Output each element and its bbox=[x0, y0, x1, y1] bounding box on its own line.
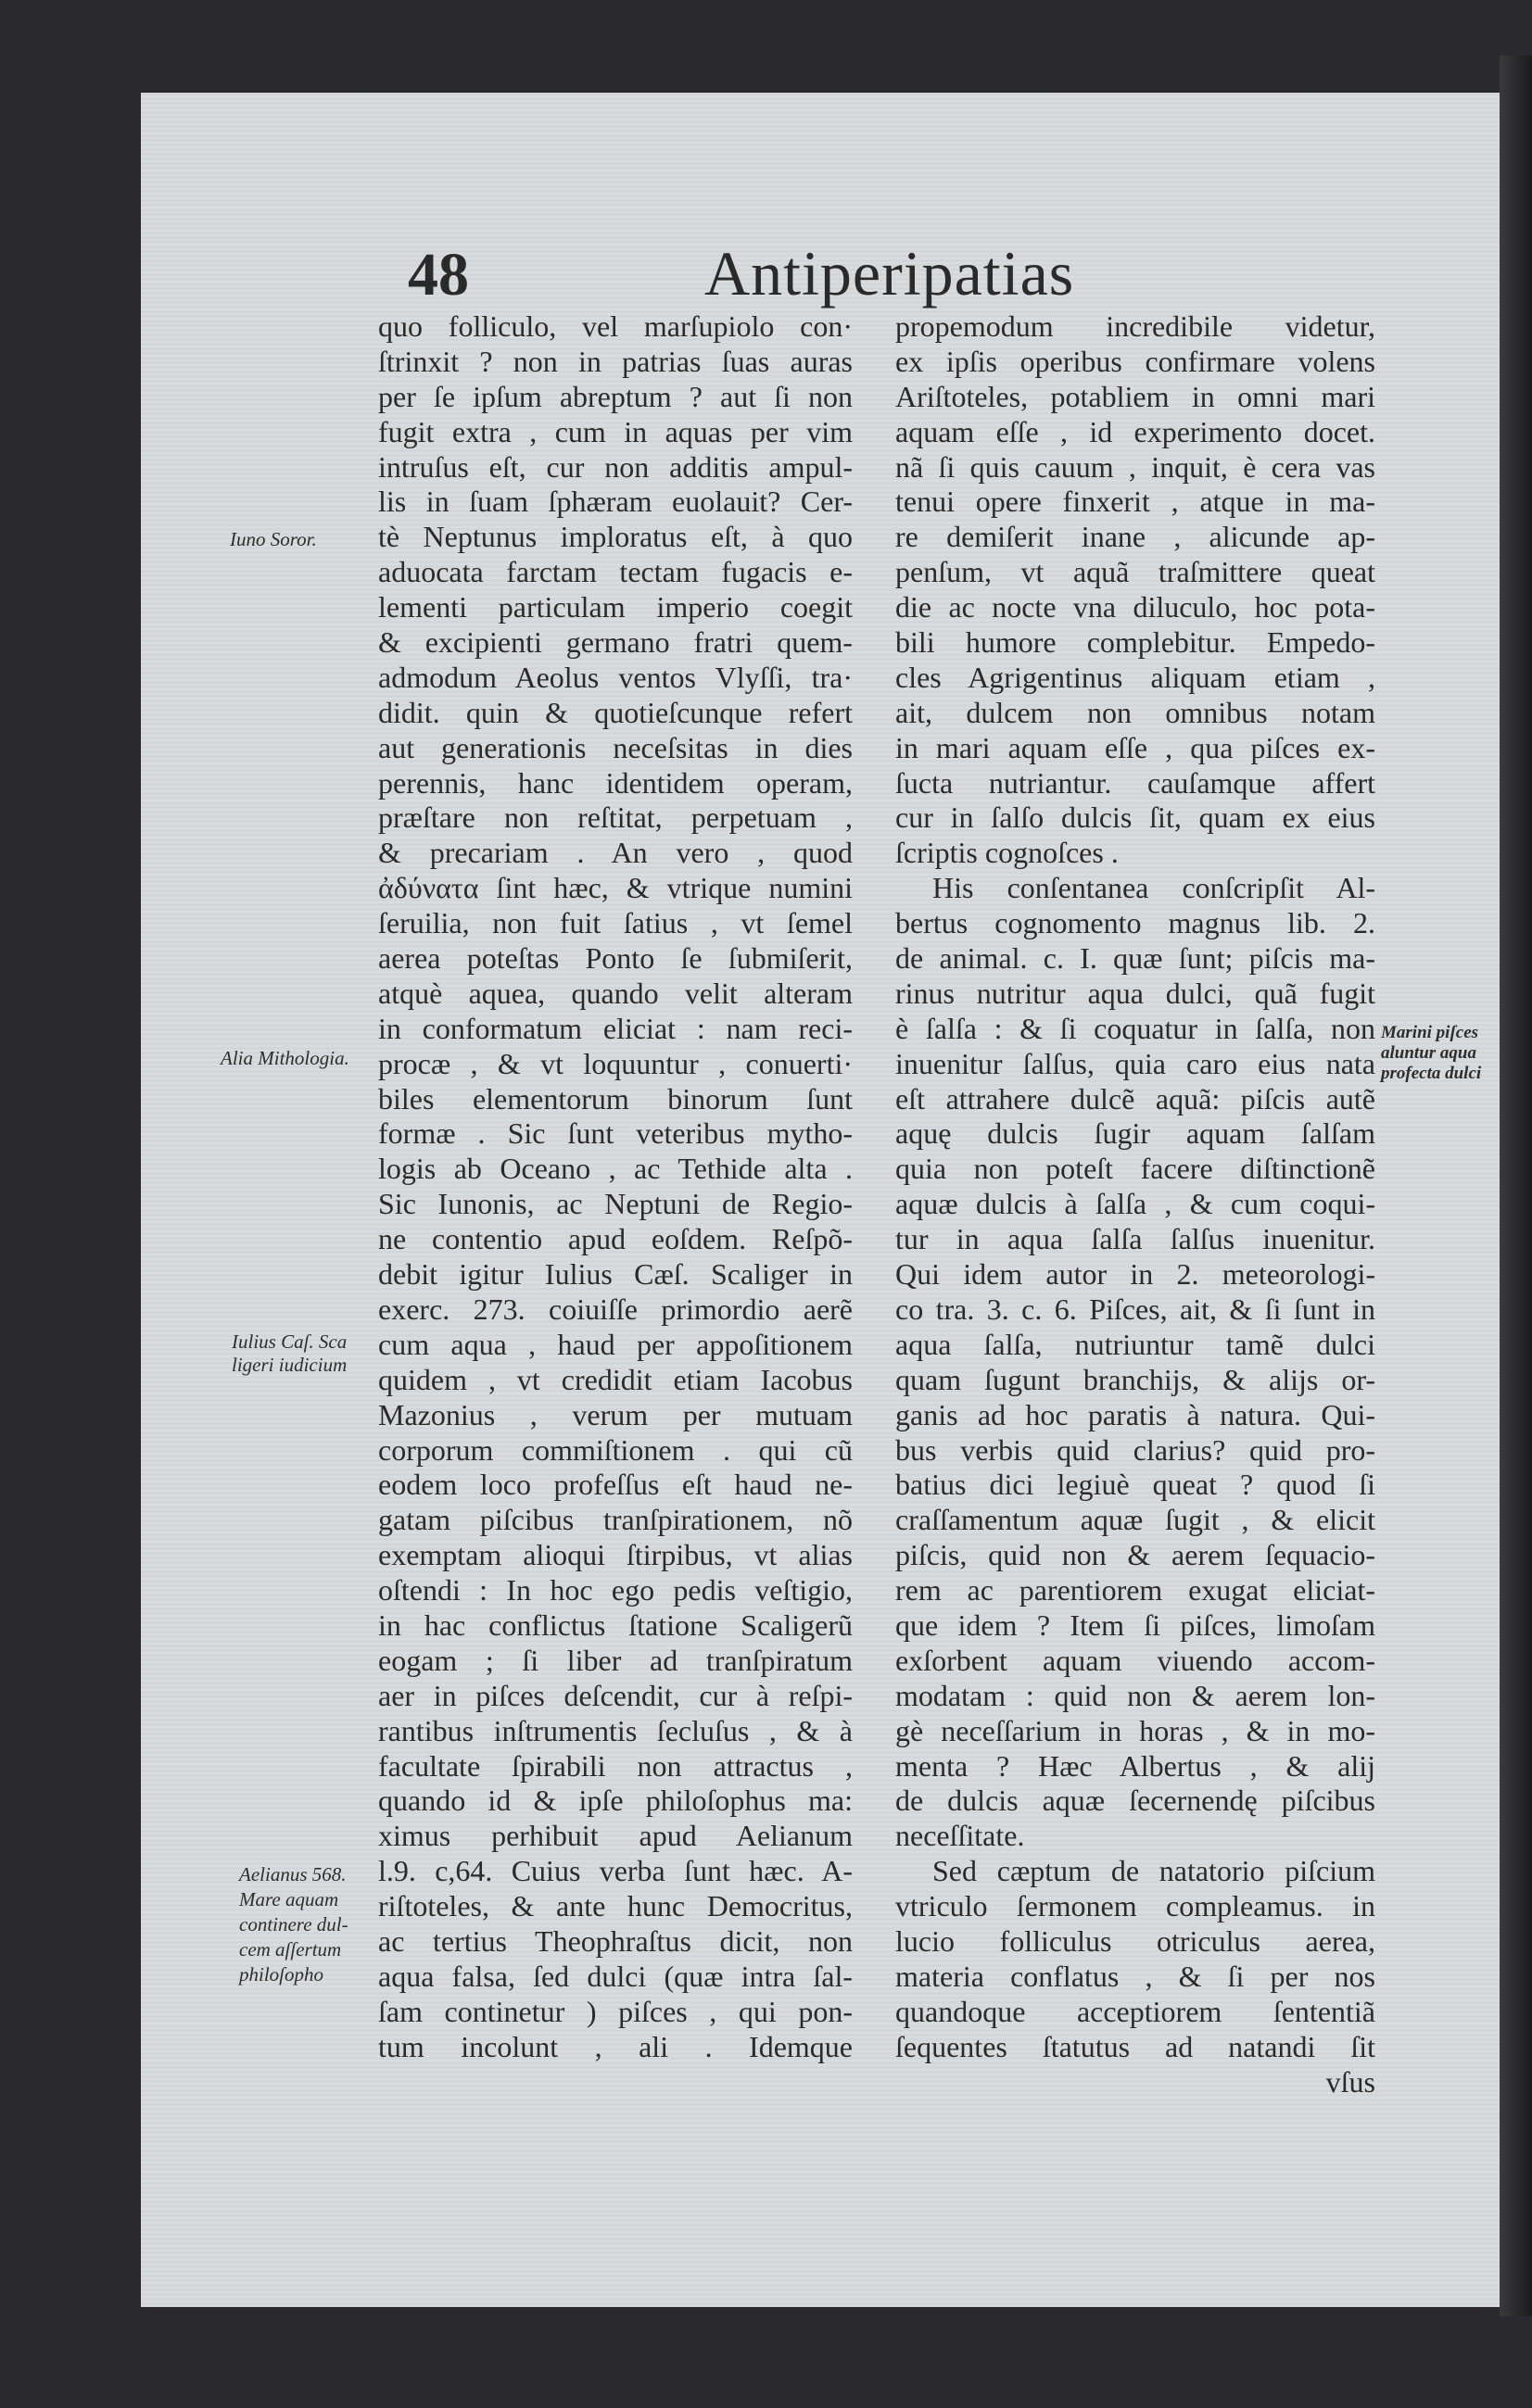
text-line: Qui idem autor in 2. meteorologi- bbox=[895, 1257, 1375, 1292]
text-line: de animal. c. I. quæ ſunt; piſcis ma- bbox=[895, 941, 1375, 976]
text-line: bus verbis quid clarius? quid pro- bbox=[895, 1432, 1375, 1467]
text-line: riſtoteles, & ante hunc Democritus, bbox=[378, 1889, 853, 1923]
text-line: co tra. 3. c. 6. Piſces, ait, & ſi ſunt in bbox=[895, 1292, 1375, 1326]
text-line: quam ſugunt branchijs, & alijs or- bbox=[895, 1362, 1375, 1396]
text-line: perennis, hanc identidem operam, bbox=[378, 765, 853, 800]
text-line: atquè aquea, quando velit alteram bbox=[378, 976, 853, 1010]
text-line: didit. quin & quotieſcunque refert bbox=[378, 695, 853, 729]
text-line: exerc. 273. coiuiſſe primordio aerẽ bbox=[378, 1292, 853, 1326]
text-line: tur in aqua ſalſa ſalſus inuenitur. bbox=[895, 1222, 1375, 1256]
text-line: neceſſitate. bbox=[895, 1819, 1025, 1853]
text-line: per ſe ipſum abreptum ? aut ſi non bbox=[378, 379, 853, 413]
text-line: propemodum incredibile videtur, bbox=[895, 309, 1375, 343]
text-line: è ſalſa : & ſi coquatur in ſalſa, non bbox=[895, 1011, 1375, 1045]
margin-note-scaliger bbox=[232, 1330, 347, 1377]
margin-note-iuno bbox=[230, 528, 317, 551]
running-title: Antiperipatias bbox=[704, 238, 1075, 309]
text-line: Mazonius , verum per mutuam bbox=[378, 1397, 853, 1431]
text-line: die ac nocte vna diluculo, hoc pota- bbox=[895, 590, 1375, 624]
text-line: exſorbent aquam viuendo accom- bbox=[895, 1643, 1375, 1677]
margin-note-line: cem aſſertum bbox=[239, 1938, 342, 1960]
text-line: lis in ſuam ſphæram euolauit? Cer- bbox=[378, 485, 853, 519]
text-line: aerea poteſtas Ponto ſe ſubmiſerit, bbox=[378, 941, 853, 976]
catchword: vſus bbox=[1325, 2064, 1375, 2099]
text-line: corporum commiſtionem . qui cũ bbox=[378, 1432, 853, 1467]
text-line: procæ , & vt loquuntur , conuerti· bbox=[378, 1046, 853, 1080]
text-line: aqua ſalſa, nutriuntur tamẽ dulci bbox=[895, 1327, 1375, 1361]
text-line: ſam continetur ) piſces , qui pon- bbox=[378, 1994, 853, 2028]
text-line: ex ipſis operibus confirmare volens bbox=[895, 344, 1375, 378]
margin-note-line: Aelianus 568. bbox=[239, 1863, 347, 1885]
text-line: cur in ſalſo dulcis ſit, quam ex eius bbox=[895, 801, 1375, 835]
text-line: exemptam alioqui ſtirpibus, vt alias bbox=[378, 1538, 853, 1572]
text-line: bili humore complebitur. Empedo- bbox=[895, 625, 1375, 660]
text-line: & excipienti germano fratri quem- bbox=[378, 625, 853, 660]
text-line: Sed cæptum de natatorio piſcium bbox=[932, 1854, 1375, 1888]
margin-note-line: profecta dulci bbox=[1381, 1064, 1482, 1083]
text-line: facultate ſpirabili non attractus , bbox=[378, 1748, 853, 1783]
margin-note-line: Iuno Soror. bbox=[230, 528, 317, 550]
text-line: gatam piſcibus tranſpirationem, nõ bbox=[378, 1503, 853, 1537]
text-line: ſcriptis cognoſces . bbox=[895, 836, 1119, 870]
text-line: penſum, vt aquã traſmittere queat bbox=[895, 555, 1375, 589]
text-line: debit igitur Iulius Cæſ. Scaliger in bbox=[378, 1257, 853, 1292]
text-line: tum incolunt , ali . Idemque bbox=[378, 2029, 853, 2063]
text-line: nã ſi quis cauum , inquit, è cera vas bbox=[895, 449, 1375, 484]
text-line: aquam eſſe , id experimento docet. bbox=[895, 414, 1375, 448]
text-line: cum aqua , haud per appoſitionem bbox=[378, 1327, 853, 1361]
text-line: menta ? Hæc Albertus , & alij bbox=[895, 1748, 1375, 1783]
text-line: biles elementorum binorum ſunt bbox=[378, 1081, 853, 1116]
margin-note-line: philoſopho bbox=[239, 1963, 324, 1986]
text-line: ἀδύνατα ſint hæc, & vtrique numini bbox=[378, 871, 853, 905]
margin-note-line: Iulius Caſ. Sca bbox=[232, 1330, 348, 1353]
text-line: inuenitur ſalſus, quia caro eius nata bbox=[895, 1046, 1375, 1080]
margin-note-line: ligeri iudicium bbox=[232, 1354, 348, 1376]
text-line: oſtendi : In hoc ego pedis veſtigio, bbox=[378, 1573, 853, 1607]
text-line: tè Neptunus imploratus eſt, à quo bbox=[378, 520, 853, 554]
text-line: præſtare non reſtitat, perpetuam , bbox=[378, 801, 853, 835]
text-line: & precariam . An vero , quod bbox=[378, 836, 853, 870]
text-line: re demiſerit inane , alicunde ap- bbox=[895, 520, 1375, 554]
right-text-column bbox=[895, 309, 1375, 2099]
text-line: ganis ad hoc paratis à natura. Qui- bbox=[895, 1397, 1375, 1431]
text-line: lucio folliculus otriculus aerea, bbox=[895, 1923, 1375, 1958]
text-line: ſucta nutriantur. cauſamque affert bbox=[895, 765, 1375, 800]
text-line: l.9. c,64. Cuius verba ſunt hæc. A- bbox=[378, 1854, 853, 1888]
margin-note-line: Marini piſces bbox=[1381, 1023, 1479, 1042]
margin-note-mythologia bbox=[221, 1047, 349, 1070]
margin-note-line: aluntur aqua bbox=[1381, 1043, 1476, 1063]
text-line: aquę dulcis ſugir aquam ſalſam bbox=[895, 1116, 1375, 1151]
text-line: batius dici legiuè queat ? quod ſi bbox=[895, 1468, 1375, 1502]
text-line: intruſus eſt, cur non additis ampul- bbox=[378, 449, 853, 484]
margin-note-line: continere dul- bbox=[239, 1913, 348, 1935]
text-line: rem ac parentiorem exugat eliciat- bbox=[895, 1573, 1375, 1607]
text-line: quia non poteſt facere diſtinctionẽ bbox=[895, 1152, 1375, 1186]
text-line: eſt attrahere dulcẽ aquã: piſcis autẽ bbox=[895, 1081, 1375, 1116]
text-line: eogam ; ſi liber ad tranſpiratum bbox=[378, 1643, 853, 1677]
text-line: quandoque acceptiorem ſententiã bbox=[895, 1994, 1375, 2028]
text-line: gè neceſſarium in horas , & in mo- bbox=[895, 1713, 1375, 1747]
text-line: aut generationis neceſsitas in dies bbox=[378, 730, 853, 764]
text-line: rantibus inſtrumentis ſecluſus , & à bbox=[378, 1713, 853, 1747]
text-line: in hac conflictus ſtatione Scaligerũ bbox=[378, 1607, 853, 1642]
text-line: aer in piſces deſcendit, cur à reſpi- bbox=[378, 1678, 853, 1712]
text-line: quo folliculo, vel marſupiolo con· bbox=[378, 309, 853, 343]
text-line: bertus cognomento magnus lib. 2. bbox=[895, 906, 1375, 940]
margin-note-line: Mare aquam bbox=[239, 1888, 339, 1910]
margin-note-marini bbox=[1381, 1023, 1481, 1084]
text-line: aduocata farctam tectam fugacis e- bbox=[378, 555, 853, 589]
text-line: vtriculo ſermonem compleamus. in bbox=[895, 1889, 1375, 1923]
page-number: 48 bbox=[408, 241, 469, 309]
text-line: modatam : quid non & aerem lon- bbox=[895, 1678, 1375, 1712]
text-line: tenui opere finxerit , atque in ma- bbox=[895, 485, 1375, 519]
text-line: admodum Aeolus ventos Vlyſſi, tra· bbox=[378, 660, 853, 694]
text-line: quando id & ipſe philoſophus ma: bbox=[378, 1784, 853, 1818]
text-line: aqua falsa, ſed dulci (quæ intra ſal- bbox=[378, 1959, 853, 1993]
text-line: logis ab Oceano , ac Tethide alta . bbox=[378, 1152, 853, 1186]
text-line: ſeruilia, non fuit ſatius , vt ſemel bbox=[378, 906, 853, 940]
text-line: quidem , vt credidit etiam Iacobus bbox=[378, 1362, 853, 1396]
text-line: rinus nutritur aqua dulci, quã fugit bbox=[895, 976, 1375, 1010]
text-line: Sic Iunonis, ac Neptuni de Regio- bbox=[378, 1187, 853, 1221]
text-line: piſcis, quid non & aerem ſequacio- bbox=[895, 1538, 1375, 1572]
text-line: ximus perhibuit apud Aelianum bbox=[378, 1819, 853, 1853]
text-line: ſequentes ſtatutus ad natandi ſit bbox=[895, 2029, 1375, 2063]
text-line: materia conflatus , & ſi per nos bbox=[895, 1959, 1375, 1993]
text-line: His conſentanea conſcripſit Al- bbox=[932, 871, 1375, 905]
text-line: fugit extra , cum in aquas per vim bbox=[378, 414, 853, 448]
text-line: in mari aquam eſſe , qua piſces ex- bbox=[895, 730, 1375, 764]
text-line: in conformatum eliciat : nam reci- bbox=[378, 1011, 853, 1045]
text-line: ne contentio apud eoſdem. Reſpõ- bbox=[378, 1222, 853, 1256]
margin-note-line: Alia Mithologia. bbox=[221, 1047, 349, 1069]
text-line: formæ . Sic ſunt veteribus mytho- bbox=[378, 1116, 853, 1151]
margin-note-aelianus bbox=[239, 1862, 348, 1987]
text-line: ſtrinxit ? non in patrias ſuas auras bbox=[378, 344, 853, 378]
text-line: que idem ? Item ſi piſces, limoſam bbox=[895, 1607, 1375, 1642]
left-text-column bbox=[378, 309, 853, 2065]
text-line: ait, dulcem non omnibus notam bbox=[895, 695, 1375, 729]
book-binding-edge bbox=[1500, 56, 1532, 2316]
text-line: cles Agrigentinus aliquam etiam , bbox=[895, 660, 1375, 694]
text-line: de dulcis aquæ ſecernendę piſcibus bbox=[895, 1784, 1375, 1818]
text-line: ac tertius Theophraſtus dicit, non bbox=[378, 1923, 853, 1958]
text-line: lementi particulam imperio coegit bbox=[378, 590, 853, 624]
text-line: aquæ dulcis à ſalſa , & cum coqui- bbox=[895, 1187, 1375, 1221]
text-line: craſſamentum aquæ ſugit , & elicit bbox=[895, 1503, 1375, 1537]
text-line: eodem loco profeſſus eſt haud ne- bbox=[378, 1468, 853, 1502]
text-line: Ariſtoteles, potabliem in omni mari bbox=[895, 379, 1375, 413]
